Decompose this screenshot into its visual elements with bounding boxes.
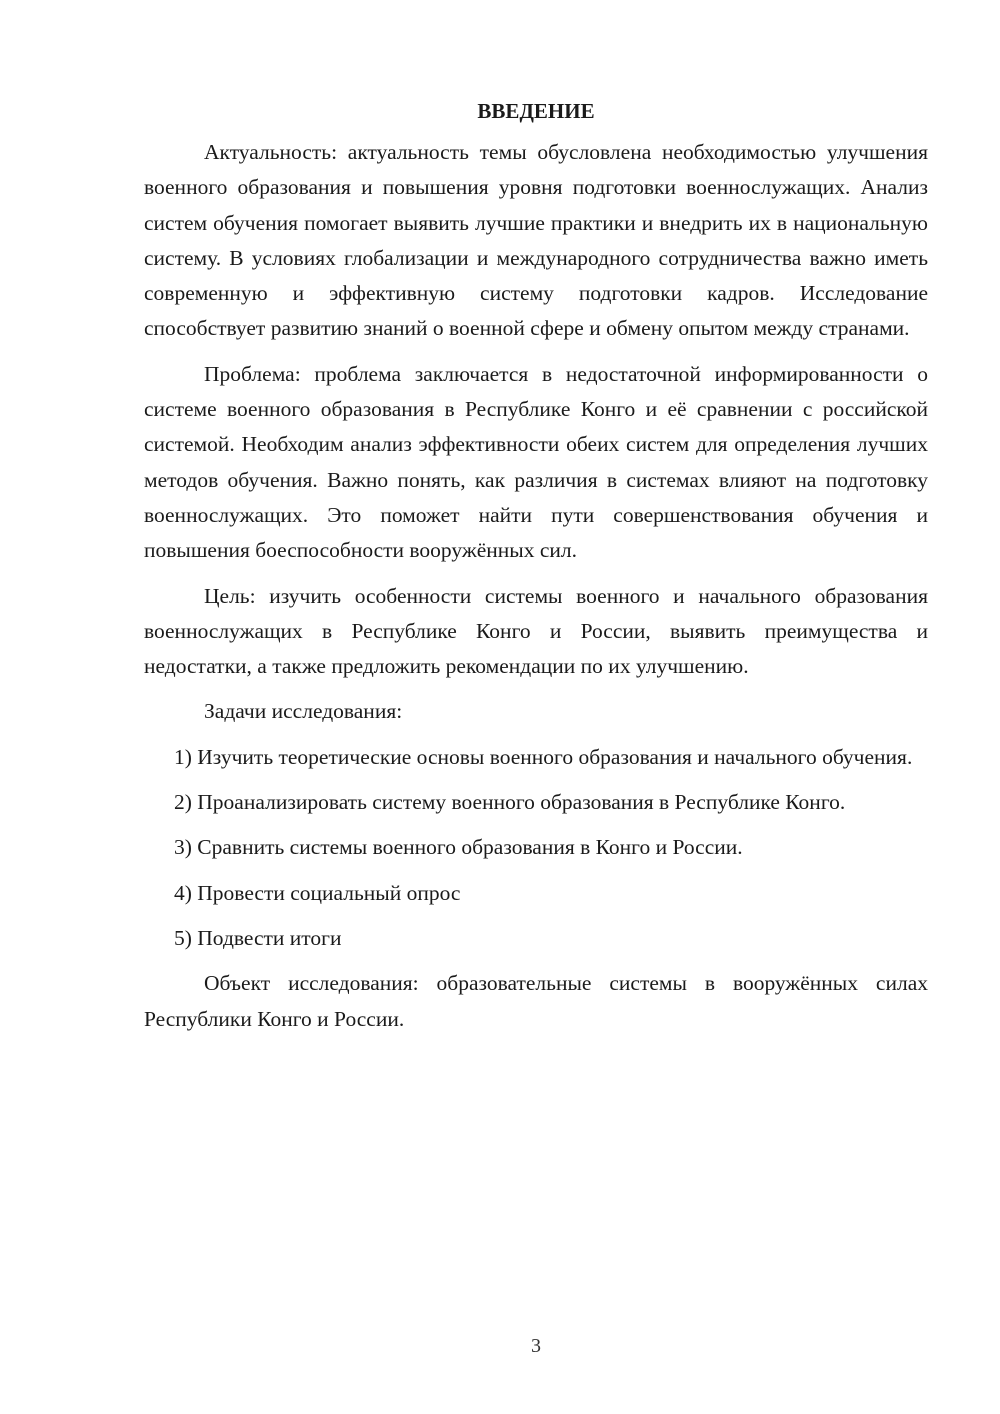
task-item-3: 3) Сравнить системы военного образования в Конго и России. [174, 835, 743, 860]
section-title: ВВЕДЕНИЕ [477, 99, 595, 123]
task-item-4: 4) Провести социальный опрос [174, 880, 461, 905]
paragraph-relevance: Актуальность: актуальность темы обусловлена необходимостью улучшения военного образования и повышения уровня подготовки военнослужащих. Анализ систем обучения помогает выявить лучшие практики и внедрить их в национальную систему. В условиях глобализации и международного сотрудничества важно иметь современную и эффективную систему подготовки кадров. Исследование способствует развитию знаний о военной сфере и обмену опытом между странами. [144, 140, 928, 341]
document-page [144, 96, 928, 1047]
page-number: 3 [531, 1335, 541, 1357]
paragraph-goal: Цель: изучить особенности системы военного и начального образования военнослужащих в Республике Конго и России, выявить преимущества и недостатки, а также предложить рекомендации по их улучшению. [144, 583, 928, 679]
task-item-2: 2) Проанализировать систему военного образования в Республике Конго. [174, 790, 846, 815]
paragraph-problem: Проблема: проблема заключается в недостаточной информированности о системе военного образования в Республике Конго и её сравнении с российской системой. Необходим анализ эффективности обеих систем для определения лучших методов обучения. Важно понять, как различия в системах влияют на подготовку военнослужащих. Это поможет найти пути совершенствования обучения и повышения боеспособности вооружённых сил. [144, 361, 928, 563]
task-item-1: 1) Изучить теоретические основы военного образования и начального обучения. [174, 744, 913, 769]
tasks-heading: Задачи исследования: [204, 699, 403, 724]
task-item-5: 5) Подвести итоги [174, 925, 342, 950]
paragraph-object: Объект исследования: образовательные системы в вооружённых силах Республики Конго и России. [144, 971, 928, 1031]
